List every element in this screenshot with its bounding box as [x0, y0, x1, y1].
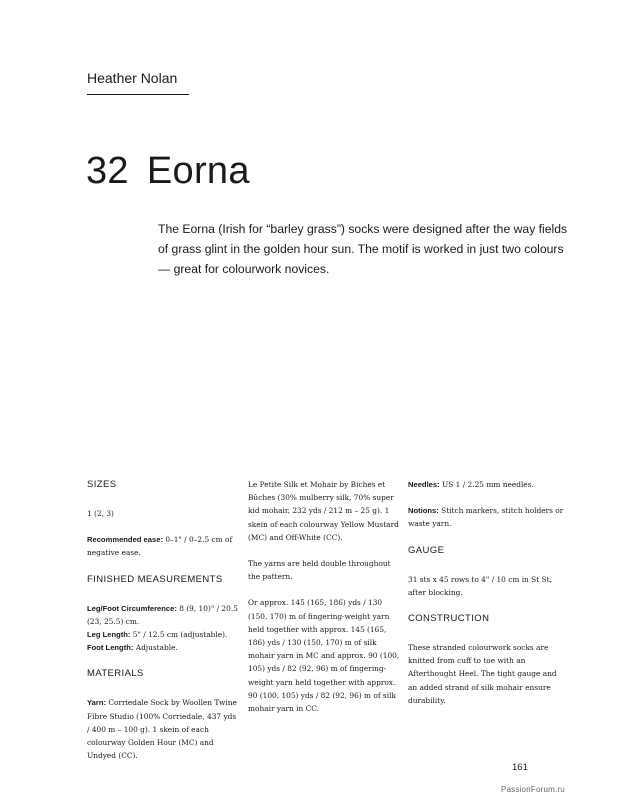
foot-length: [87, 641, 239, 654]
ease-label: Recommended ease:: [87, 535, 163, 545]
foot-length-label: Foot Length:: [87, 643, 134, 653]
ease-text: 0–1" / 0–2.5 cm of negative ease.: [87, 535, 233, 558]
yarn-paragraph: [87, 696, 239, 761]
column-3: [408, 478, 568, 720]
finished-measurements-heading: FINISHED MEASUREMENTS: [87, 573, 223, 585]
pattern-number: 32: [86, 150, 129, 192]
intro-paragraph: The Eorna (Irish for “barley grass”) socks were designed after the way fields of grass glint in the golden hour sun. The motif is worked in just two colours — great for colourwork novices.: [158, 222, 568, 276]
pattern-name: Eorna: [146, 150, 250, 192]
held-double-paragraph: The yarns are held double throughout the pattern.: [248, 559, 391, 582]
sizes-heading: SIZES: [87, 479, 117, 490]
column-2: [248, 478, 400, 728]
notions-label: Notions:: [408, 506, 439, 516]
leg-length: [87, 628, 239, 641]
leg-foot-circumference: [87, 602, 239, 628]
author-name: Heather Nolan: [87, 70, 189, 95]
column-1: [87, 478, 239, 761]
sizes-values: 1 (2, 3): [87, 509, 114, 518]
leg-length-label: Leg Length:: [87, 630, 131, 640]
mohair-paragraph: Le Petite Silk et Mohair by Biches et Bûches (30% mulberry silk, 70% super kid mohair, 232 yds / 212 m – 25 g). 1 skein of each colourway Yellow Mustard (MC) and Off-White (CC).: [248, 480, 399, 542]
watermark: PassionForum.ru: [501, 785, 565, 794]
needles-label: Needles:: [408, 480, 440, 489]
construction-heading: CONSTRUCTION: [408, 613, 490, 625]
notions-paragraph: [408, 504, 568, 530]
construction-text: These stranded colourwork socks are knitted from cuff to toe with an Afterthought Heel. The tight gauge and an added strand of silk mohair ensure durability.: [408, 643, 557, 705]
gauge-text: 31 sts x 45 rows to 4" / 10 cm in St St, after blocking.: [408, 574, 552, 597]
page-number: 161: [512, 762, 528, 773]
yarn-label: Yarn:: [87, 698, 106, 708]
notions-text: Stitch markers, stitch holders or waste yarn.: [408, 506, 564, 529]
pattern-title: [86, 150, 250, 193]
leg-length-text: 5" / 12.5 cm (adjustable).: [130, 630, 228, 640]
materials-heading: MATERIALS: [87, 668, 144, 680]
needles-paragraph: [408, 478, 568, 491]
foot-length-text: Adjustable.: [133, 643, 178, 653]
recommended-ease: [87, 533, 239, 559]
leg-foot-text: 8 (9, 10)" / 20.5 (23, 25.5) cm.: [87, 603, 238, 626]
leg-foot-label: Leg/Foot Circumference:: [87, 603, 177, 613]
yarn-text: Corriedale Sock by Woollen Twine Fibre Studio (100% Corriedale, 437 yds / 400 m – 100 g). 1 skein of each colourway Golden Hour (MC) and Undyed (CC).: [87, 698, 237, 761]
approx-yardage-paragraph: Or approx. 145 (165, 186) yds / 130 (150, 170) m of fingering-weight yarn held together with approx. 145 (165, 186) yds / 130 (150, 170) m of silk mohair yarn in MC and approx. 90 (100, 105) yds / 82 (92, 96) m of fingering-weight yarn held together with approx. 90 (100, 105) yds / 82 (92, 96) m of silk mohair yarn in CC.: [248, 598, 400, 714]
gauge-heading: GAUGE: [408, 544, 445, 556]
needles-text: US 1 / 2.25 mm needles.: [439, 480, 534, 489]
